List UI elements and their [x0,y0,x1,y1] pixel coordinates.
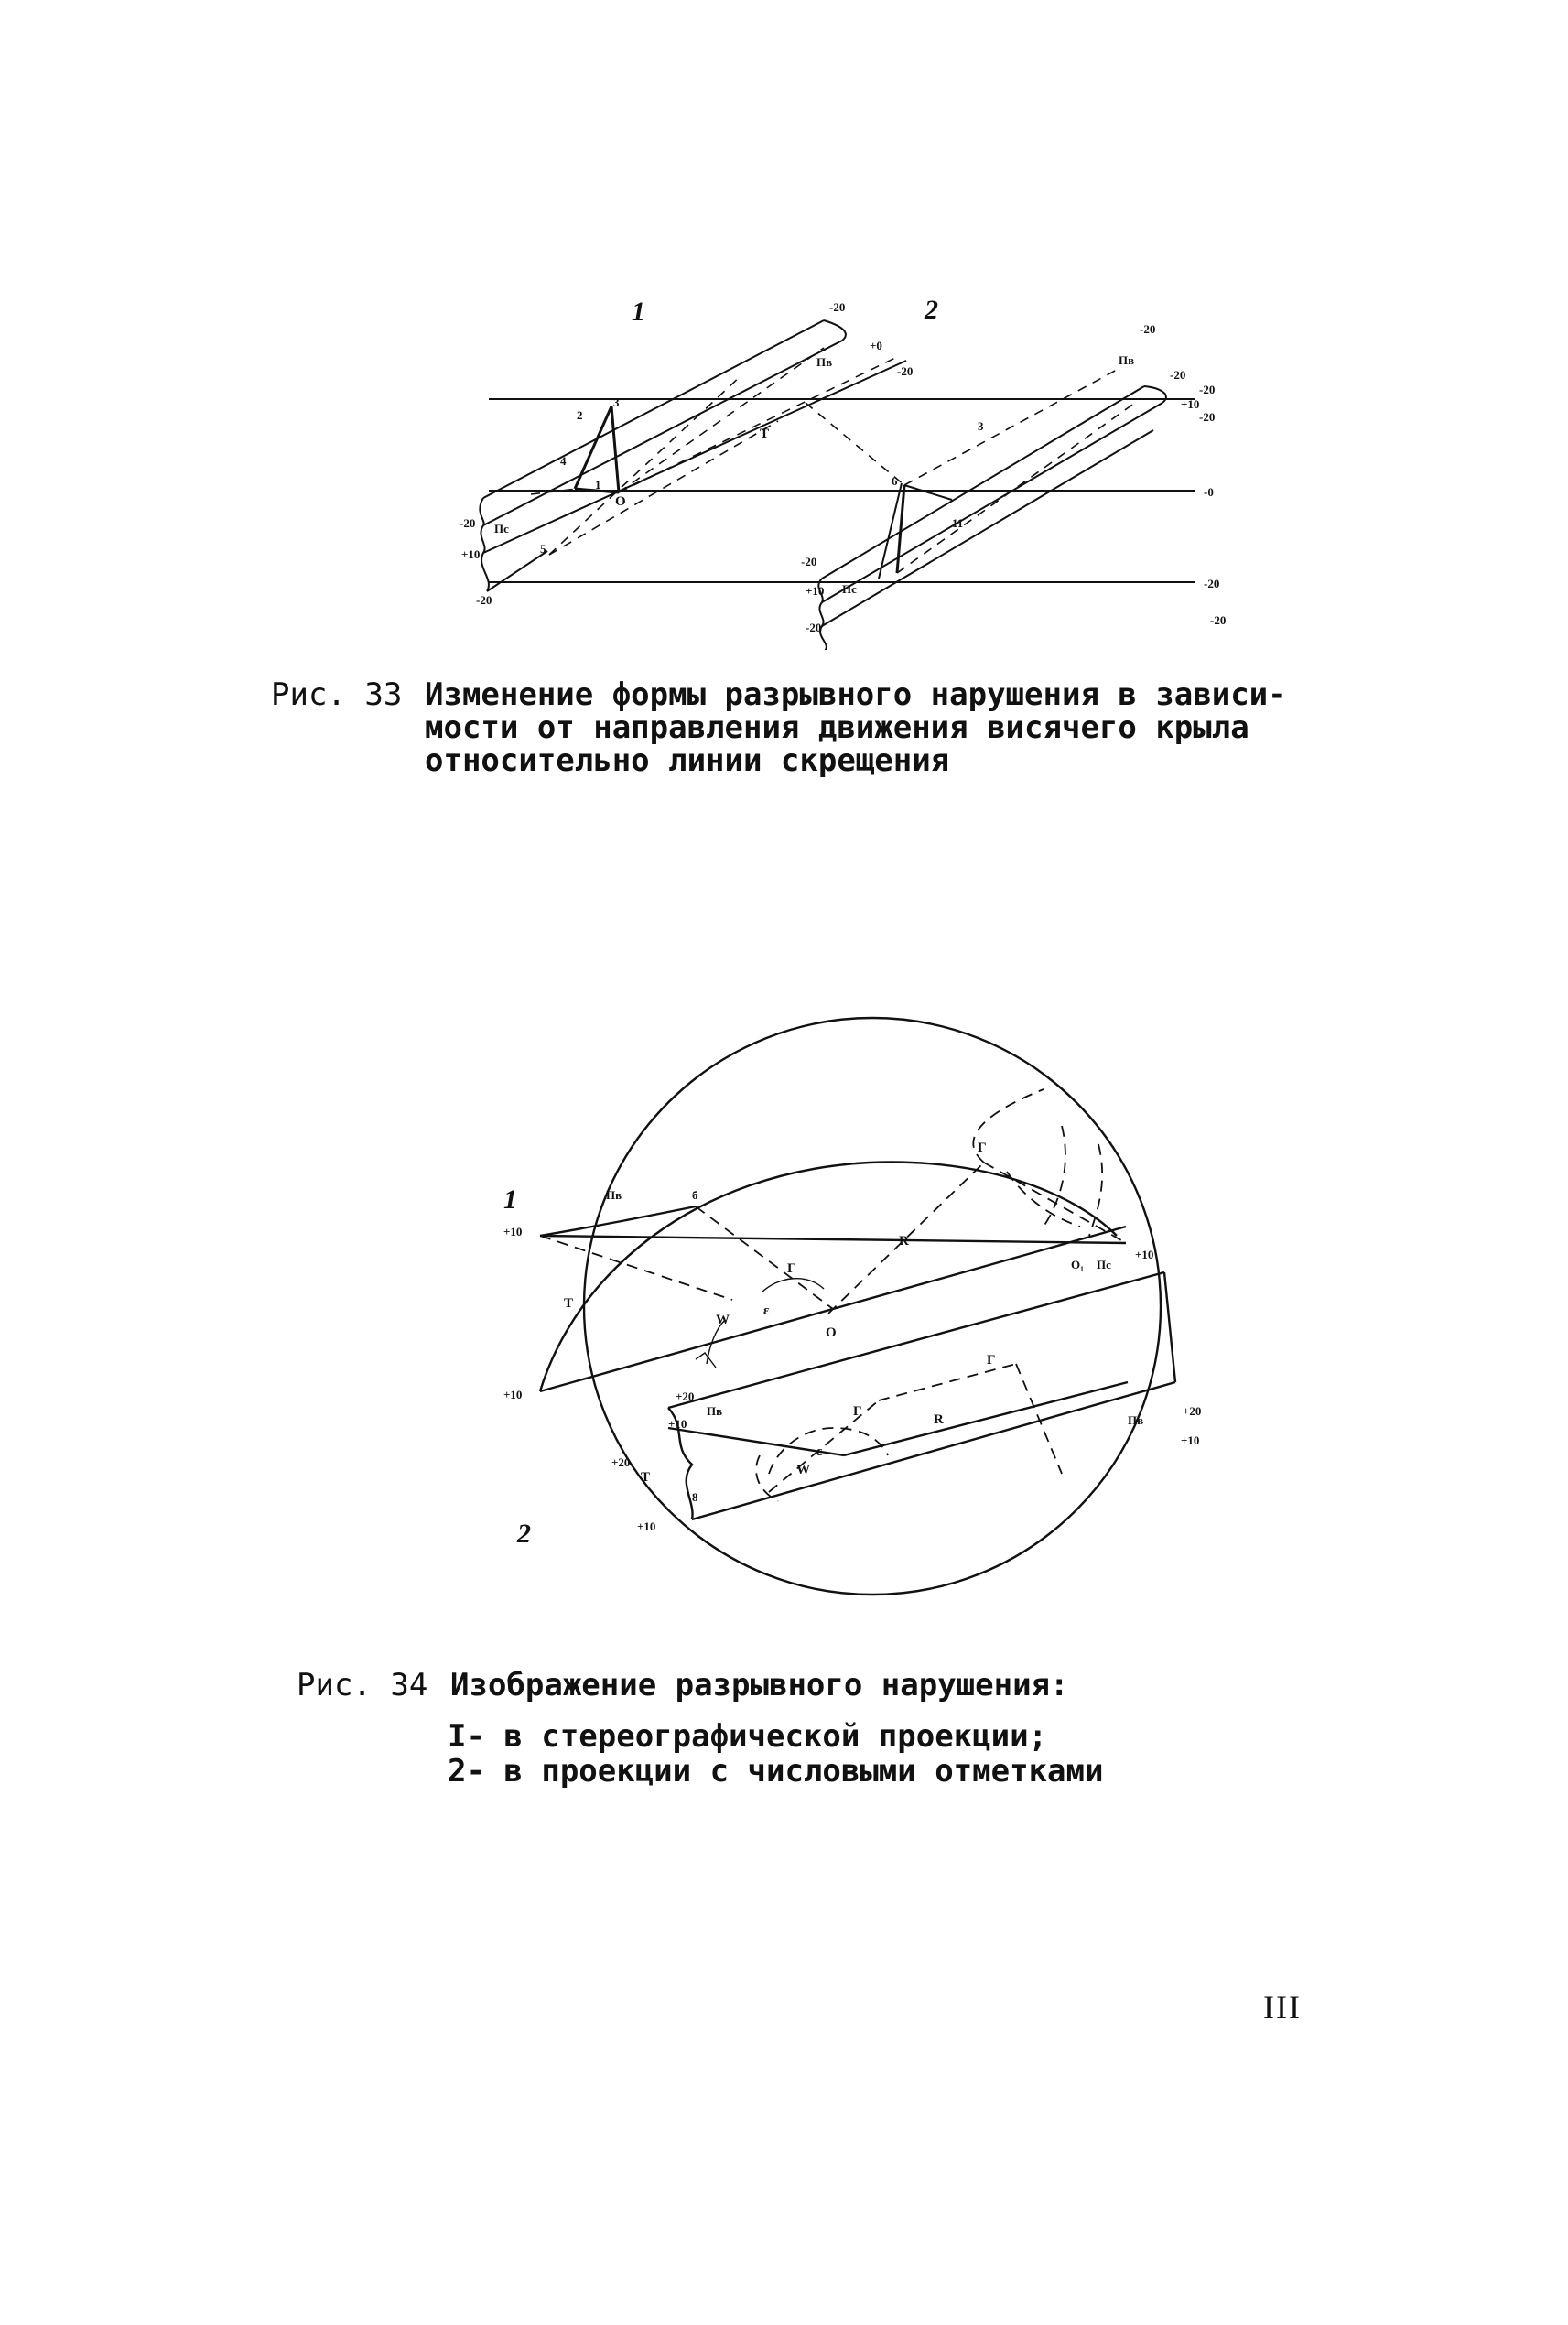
stereonet-circle [584,1018,1161,1595]
figure-33-caption-line: относительно линии скрещения [425,742,950,779]
figure-34-caption-head: Рис. 34 [297,1667,428,1703]
mark: +10 [503,1388,523,1401]
fig34-label-1: 1 [503,1184,517,1215]
mark: -20 [801,555,817,568]
mark: -20 [1210,613,1227,627]
figure-34-caption [297,1667,1104,1790]
plane-label: Пв [816,355,833,369]
W-label: W [796,1463,810,1477]
point-label: 3 [978,419,984,433]
plane-label: Пс [494,522,509,535]
figure-34-caption-line: I- в стереографической проекции; [448,1718,1048,1755]
mark: -20 [829,300,846,314]
mark: +0 [870,339,882,352]
figure-34-caption-line: 2- в проекции с числовыми отметками [448,1753,1104,1790]
epsilon-label: ε [763,1303,770,1318]
G-label: Г [853,1404,862,1419]
figure-33-diagram [439,293,1245,650]
mark: +10 [806,584,825,598]
plane-label: Пс [842,582,857,596]
mark: -0 [1204,485,1214,499]
point-label: 8 [692,1490,698,1504]
R-label: R [934,1412,944,1427]
O-label: O [826,1325,837,1340]
mark: -20 [897,364,914,378]
mark: -20 [1199,410,1216,424]
figure-33-caption [271,676,1287,779]
T-label: T [564,1296,574,1311]
point-label: б [692,1188,698,1202]
point-label: 2 [577,408,583,422]
fig33-T: T [760,427,770,441]
point-label: 4 [560,454,567,468]
figure-33-caption-line: Изменение формы разрывного нарушения в зависи- [425,676,1287,713]
mark: -20 [476,593,492,607]
fig34-label-2: 2 [517,1519,531,1549]
plane-label: Пв [707,1404,723,1418]
mark: +10 [503,1225,523,1238]
mark: +20 [611,1455,631,1469]
plane-label: Пв [606,1188,622,1202]
R-label: R [899,1234,909,1249]
mark: +10 [1181,1433,1200,1447]
fig33-O: O [615,494,626,509]
mark: -20 [1204,577,1220,590]
plane-label: Пв [1128,1413,1144,1427]
mark: +10 [1135,1248,1154,1261]
fig33-block1-label: 1 [632,297,645,327]
G-label: Г [978,1141,987,1155]
point-label: 6 [892,474,898,488]
mark: -20 [1140,322,1156,336]
plane-label: Пв [1119,353,1135,367]
mark: +10 [461,547,481,561]
mark: -20 [1170,368,1186,382]
epsilon-label: ε [816,1444,823,1459]
point-label: 1 [595,478,601,492]
mark: +20 [1183,1404,1202,1418]
point-label: 5 [540,542,546,556]
mark: +10 [1181,397,1200,411]
G-label: Г [787,1261,796,1276]
W-label: W [716,1313,730,1327]
O1-label: O₁ [1071,1258,1085,1271]
T-label: T [641,1470,651,1485]
G-label: Г [987,1353,996,1368]
mark: -20 [1199,383,1216,396]
mark: -20 [806,621,822,634]
page-number: III [1263,1989,1302,2026]
figure-33-caption-line: мости от направления движения висячего крыла [425,709,1249,746]
plane-label: Пс [1097,1258,1111,1271]
mark: +10 [668,1417,687,1431]
figure-34-caption-line0: Изображение разрывного нарушения: [450,1667,1069,1703]
mark: +20 [676,1390,695,1403]
point-label: 11 [952,516,964,530]
mark: -20 [460,516,476,530]
figure-34-diagram [476,998,1227,1602]
figure-33-caption-head: Рис. 33 [271,676,403,713]
point-label: 3 [613,395,620,409]
mark: +10 [637,1519,656,1533]
fig33-block2-label: 2 [925,295,938,325]
